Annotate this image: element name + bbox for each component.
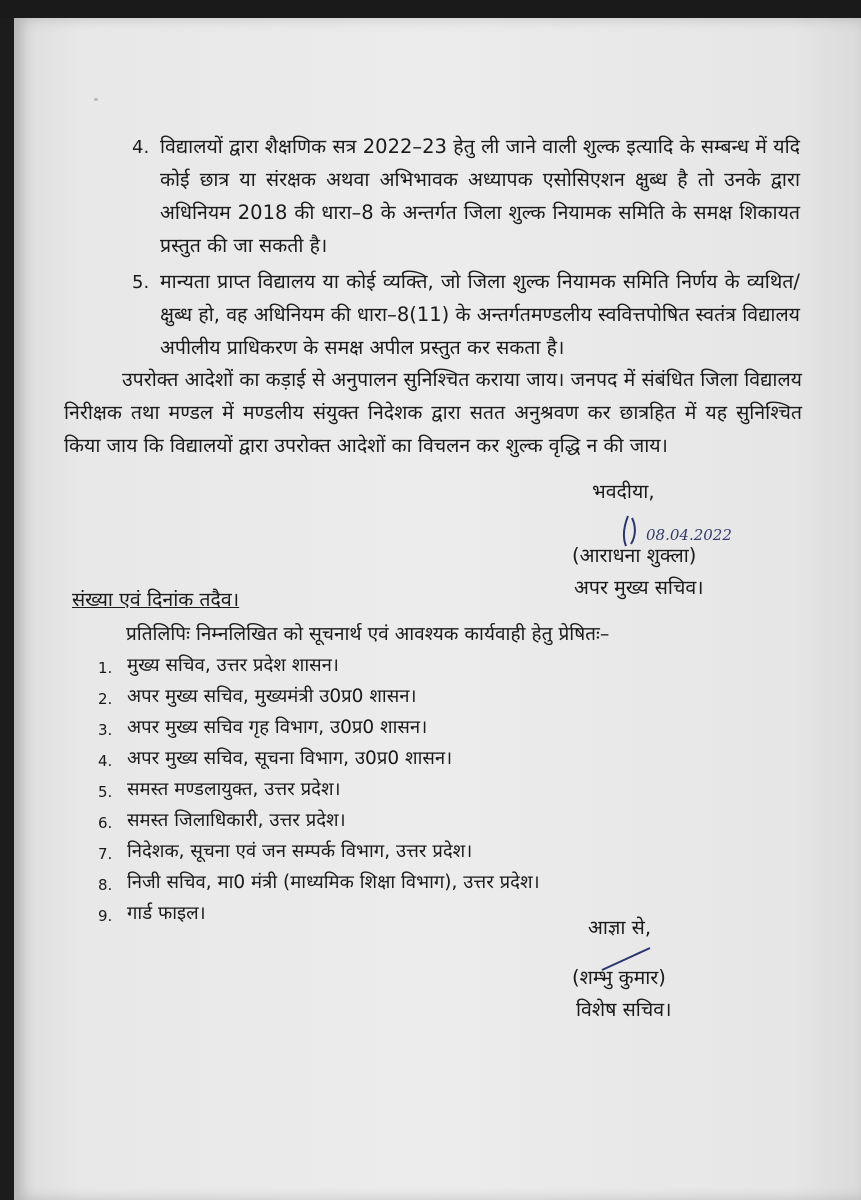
- list-item: गार्ड फाइल।: [127, 903, 206, 924]
- item-4-text: विद्यालयों द्वारा शैक्षणिक सत्र 2022–23 हेतु ली जाने वाली शुल्क इत्यादि के सम्बन्ध में यदि कोई छात्र या संरक्षक अथवा अभिभावक अध्यापक एसोसिएशन क्षुब्ध है तो उनके द्वारा अधिनियम 2018 की धारा–8 के अन्तर्गत जिला शुल्क नियामक समिति के समक्ष शिकायत प्रस्तुत की जा सकती है।: [160, 135, 800, 257]
- list-item: समस्त जिलाधिकारी, उत्तर प्रदेश।: [127, 810, 346, 831]
- list-item: मुख्य सचिव, उत्तर प्रदेश शासन।: [127, 655, 339, 676]
- signatory-2-designation: विशेष सचिव।: [576, 998, 672, 1021]
- list-number: 7.: [98, 845, 113, 863]
- list-number: 6.: [98, 814, 113, 832]
- list-number: 9.: [98, 907, 113, 925]
- copy-intro: प्रतिलिपिः निम्नलिखित को सूचनार्थ एवं आवश्यक कार्यवाही हेतु प्रेषितः–: [126, 623, 610, 645]
- scan-mark: [94, 98, 98, 101]
- list-number: 3.: [98, 721, 113, 739]
- list-number: 1.: [98, 659, 113, 677]
- closing-paragraph: उपरोक्त आदेशों का कड़ाई से अनुपालन सुनिश्चित कराया जाय। जनपद में संबंधित जिला विद्यालय निरीक्षक तथा मण्डल में मण्डलीय संयुक्त निदेशक द्वारा सतत अनुश्रवण कर छात्रहित में यह सुनिश्चित किया जाय कि विद्यालयों द्वारा उपरोक्त आदेशों का विचलन कर शुल्क वृद्धि न की जाय।: [64, 368, 802, 457]
- salutation-2: आज्ञा से,: [588, 916, 652, 939]
- list-number: 2.: [98, 690, 113, 708]
- list-item: अपर मुख्य सचिव, मुख्यमंत्री उ0प्र0 शासन।: [127, 686, 417, 707]
- list-number: 5.: [98, 783, 113, 801]
- document-page: [14, 18, 861, 1200]
- reference-line: संख्या एवं दिनांक तदैव।: [72, 588, 240, 611]
- item-5-text: मान्यता प्राप्त विद्यालय या कोई व्यक्ति, जो जिला शुल्क नियामक समिति निर्णय के व्यथित/क्षुब्ध हो, वह अधिनियम की धारा–8(11) के अन्तर्गतमण्डलीय स्ववित्तपोषित स्वतंत्र विद्यालय अपीलीय प्राधिकरण के समक्ष अपील प्रस्तुत कर सकता है।: [160, 270, 800, 359]
- item-5-number: 5.: [132, 272, 150, 293]
- list-item: अपर मुख्य सचिव गृह विभाग, उ0प्र0 शासन।: [127, 717, 428, 738]
- list-number: 4.: [98, 752, 113, 770]
- item-4-number: 4.: [132, 137, 150, 158]
- list-number: 8.: [98, 876, 113, 894]
- salutation: भवदीया,: [592, 480, 655, 503]
- list-item: अपर मुख्य सचिव, सूचना विभाग, उ0प्र0 शासन।: [127, 748, 453, 769]
- list-item: निदेशक, सूचना एवं जन सम्पर्क विभाग, उत्तर प्रदेश।: [127, 841, 473, 862]
- top-bar: [0, 0, 861, 18]
- signatory-2-name: (शम्भु कुमार): [572, 966, 666, 989]
- handwritten-date: 08.04.2022: [646, 526, 732, 544]
- signatory-designation: अपर मुख्य सचिव।: [574, 576, 704, 599]
- list-item: निजी सचिव, मा0 मंत्री (माध्यमिक शिक्षा विभाग), उत्तर प्रदेश।: [127, 872, 540, 893]
- signatory-name: (आराधना शुक्ला): [572, 544, 697, 567]
- list-item: समस्त मण्डलायुक्त, उत्तर प्रदेश।: [127, 779, 341, 800]
